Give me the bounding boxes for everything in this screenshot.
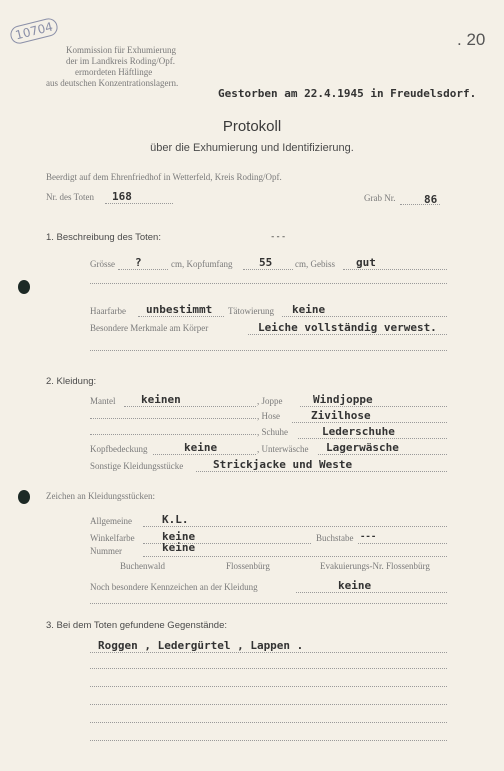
archive-stamp [9,16,60,45]
section-1-dash-mark: --- [270,232,287,242]
letter-label: Buchstabe [316,533,354,543]
teeth-line [343,269,447,270]
found-items-line [90,652,447,653]
underwear-value: Lagerwäsche [326,441,399,454]
teeth-label: cm, Gebiss [295,259,335,269]
shoes-label: , Schuhe [257,427,288,437]
general-marks-line [143,526,447,527]
letter-line [358,543,447,544]
headwear-label: Kopfbedeckung [90,444,148,454]
page-title: Protokoll [222,118,282,135]
page-number: . 20 [457,30,486,49]
coat-value: keinen [141,393,181,406]
dead-number-label: Nr. des Toten [46,192,94,202]
section-2-heading: 2. Kleidung: [46,376,97,387]
coat-label: Mantel [90,396,116,406]
blank-line-7 [90,722,447,723]
underwear-label: , Unterwäsche [257,444,309,454]
grave-number-label: Grab Nr. [364,193,396,203]
size-line [118,269,168,270]
clothing-marks-heading: Zeichen an Kleidungsstücken: [46,491,155,501]
blank-line-5 [90,686,447,687]
jacket-line [300,406,447,407]
column-evacuation-number: Evakuierungs-Nr. Flossenbürg [320,561,430,571]
column-flossenbuerg: Flossenbürg [226,561,270,571]
blank-line-4 [90,668,447,669]
head-circumference-label: cm, Kopfumfang [171,259,233,269]
blank-line-1 [90,283,447,284]
shoes-value: Lederschuhe [322,425,395,438]
number-line [143,556,447,557]
dead-number-value: 168 [112,190,132,203]
headwear-value: keine [184,441,218,454]
jacket-label: , Joppe [257,396,283,406]
death-note: Gestorben am 22.4.1945 in Freudelsdorf. [218,87,477,100]
section-3-heading: 3. Bei dem Toten gefundene Gegenstände: [46,620,227,631]
shoes-blank-line [90,434,256,435]
blank-line-6 [90,704,447,705]
blank-line-3 [90,603,447,604]
dead-number-line [105,203,173,204]
commission-line-1: Kommission für Exhumierung [66,45,176,55]
head-circumference-value: 55 [259,256,273,269]
size-label: Grösse [90,259,115,269]
underwear-line [318,454,447,455]
punch-hole-top [18,280,30,294]
further-marks-value: keine [338,579,372,592]
column-buchenwald: Buchenwald [120,561,165,571]
size-value: ? [135,256,142,269]
number-value: keine [162,541,196,554]
burial-line: Beerdigt auf dem Ehrenfriedhof in Wetterfeld, Kreis Roding/Opf. [46,172,282,182]
marks-line [248,334,447,335]
tattoo-label: Tätowierung [228,306,274,316]
grave-number-value: 86 [424,193,438,206]
headwear-line [153,454,256,455]
further-marks-label: Noch besondere Kennzeichen an der Kleidung [90,582,258,592]
coat-line [124,406,256,407]
number-label: Nummer [90,546,122,556]
general-marks-value: K.L. [162,513,189,526]
marks-label: Besondere Merkmale am Körper [90,323,209,333]
section-1-heading: 1. Beschreibung des Toten: [46,232,161,243]
further-marks-line [296,592,447,593]
teeth-value: gut [356,256,376,269]
head-circumference-line [243,269,293,270]
commission-line-4: aus deutschen Konzentrationslagern. [46,78,179,88]
punch-hole-bottom [18,490,30,504]
angle-color-label: Winkelfarbe [90,533,135,543]
marks-value: Leiche vollständig verwest. [258,321,437,334]
tattoo-value: keine [292,303,326,316]
found-items-value: Roggen , Ledergürtel , Lappen . [98,639,304,652]
trousers-label: , Hose [257,411,280,421]
other-clothing-label: Sonstige Kleidungsstücke [90,461,184,471]
hair-label: Haarfarbe [90,306,126,316]
letter-value: --- [360,532,377,542]
blank-line-8 [90,740,447,741]
other-clothing-value: Strickjacke und Weste [213,458,353,471]
other-clothing-line [196,471,447,472]
blank-line-2 [90,350,447,351]
shoes-line [298,438,447,439]
trousers-value: Zivilhose [311,409,371,422]
trousers-blank-line [90,418,256,419]
commission-line-3: ermordeten Häftlinge [75,67,153,77]
grave-number-line [400,204,440,205]
angle-color-value: keine [162,530,196,543]
hair-line [138,316,224,317]
tattoo-line [282,316,447,317]
commission-line-2: der im Landkreis Roding/Opf. [66,56,175,66]
hair-value: unbestimmt [146,303,213,316]
trousers-line [292,422,447,423]
jacket-value: Windjoppe [313,393,373,406]
general-marks-label: Allgemeine [90,516,132,526]
page-subtitle: über die Exhumierung und Identifizierung. [150,142,354,154]
archive-stamp-number: 10704 [13,19,55,43]
